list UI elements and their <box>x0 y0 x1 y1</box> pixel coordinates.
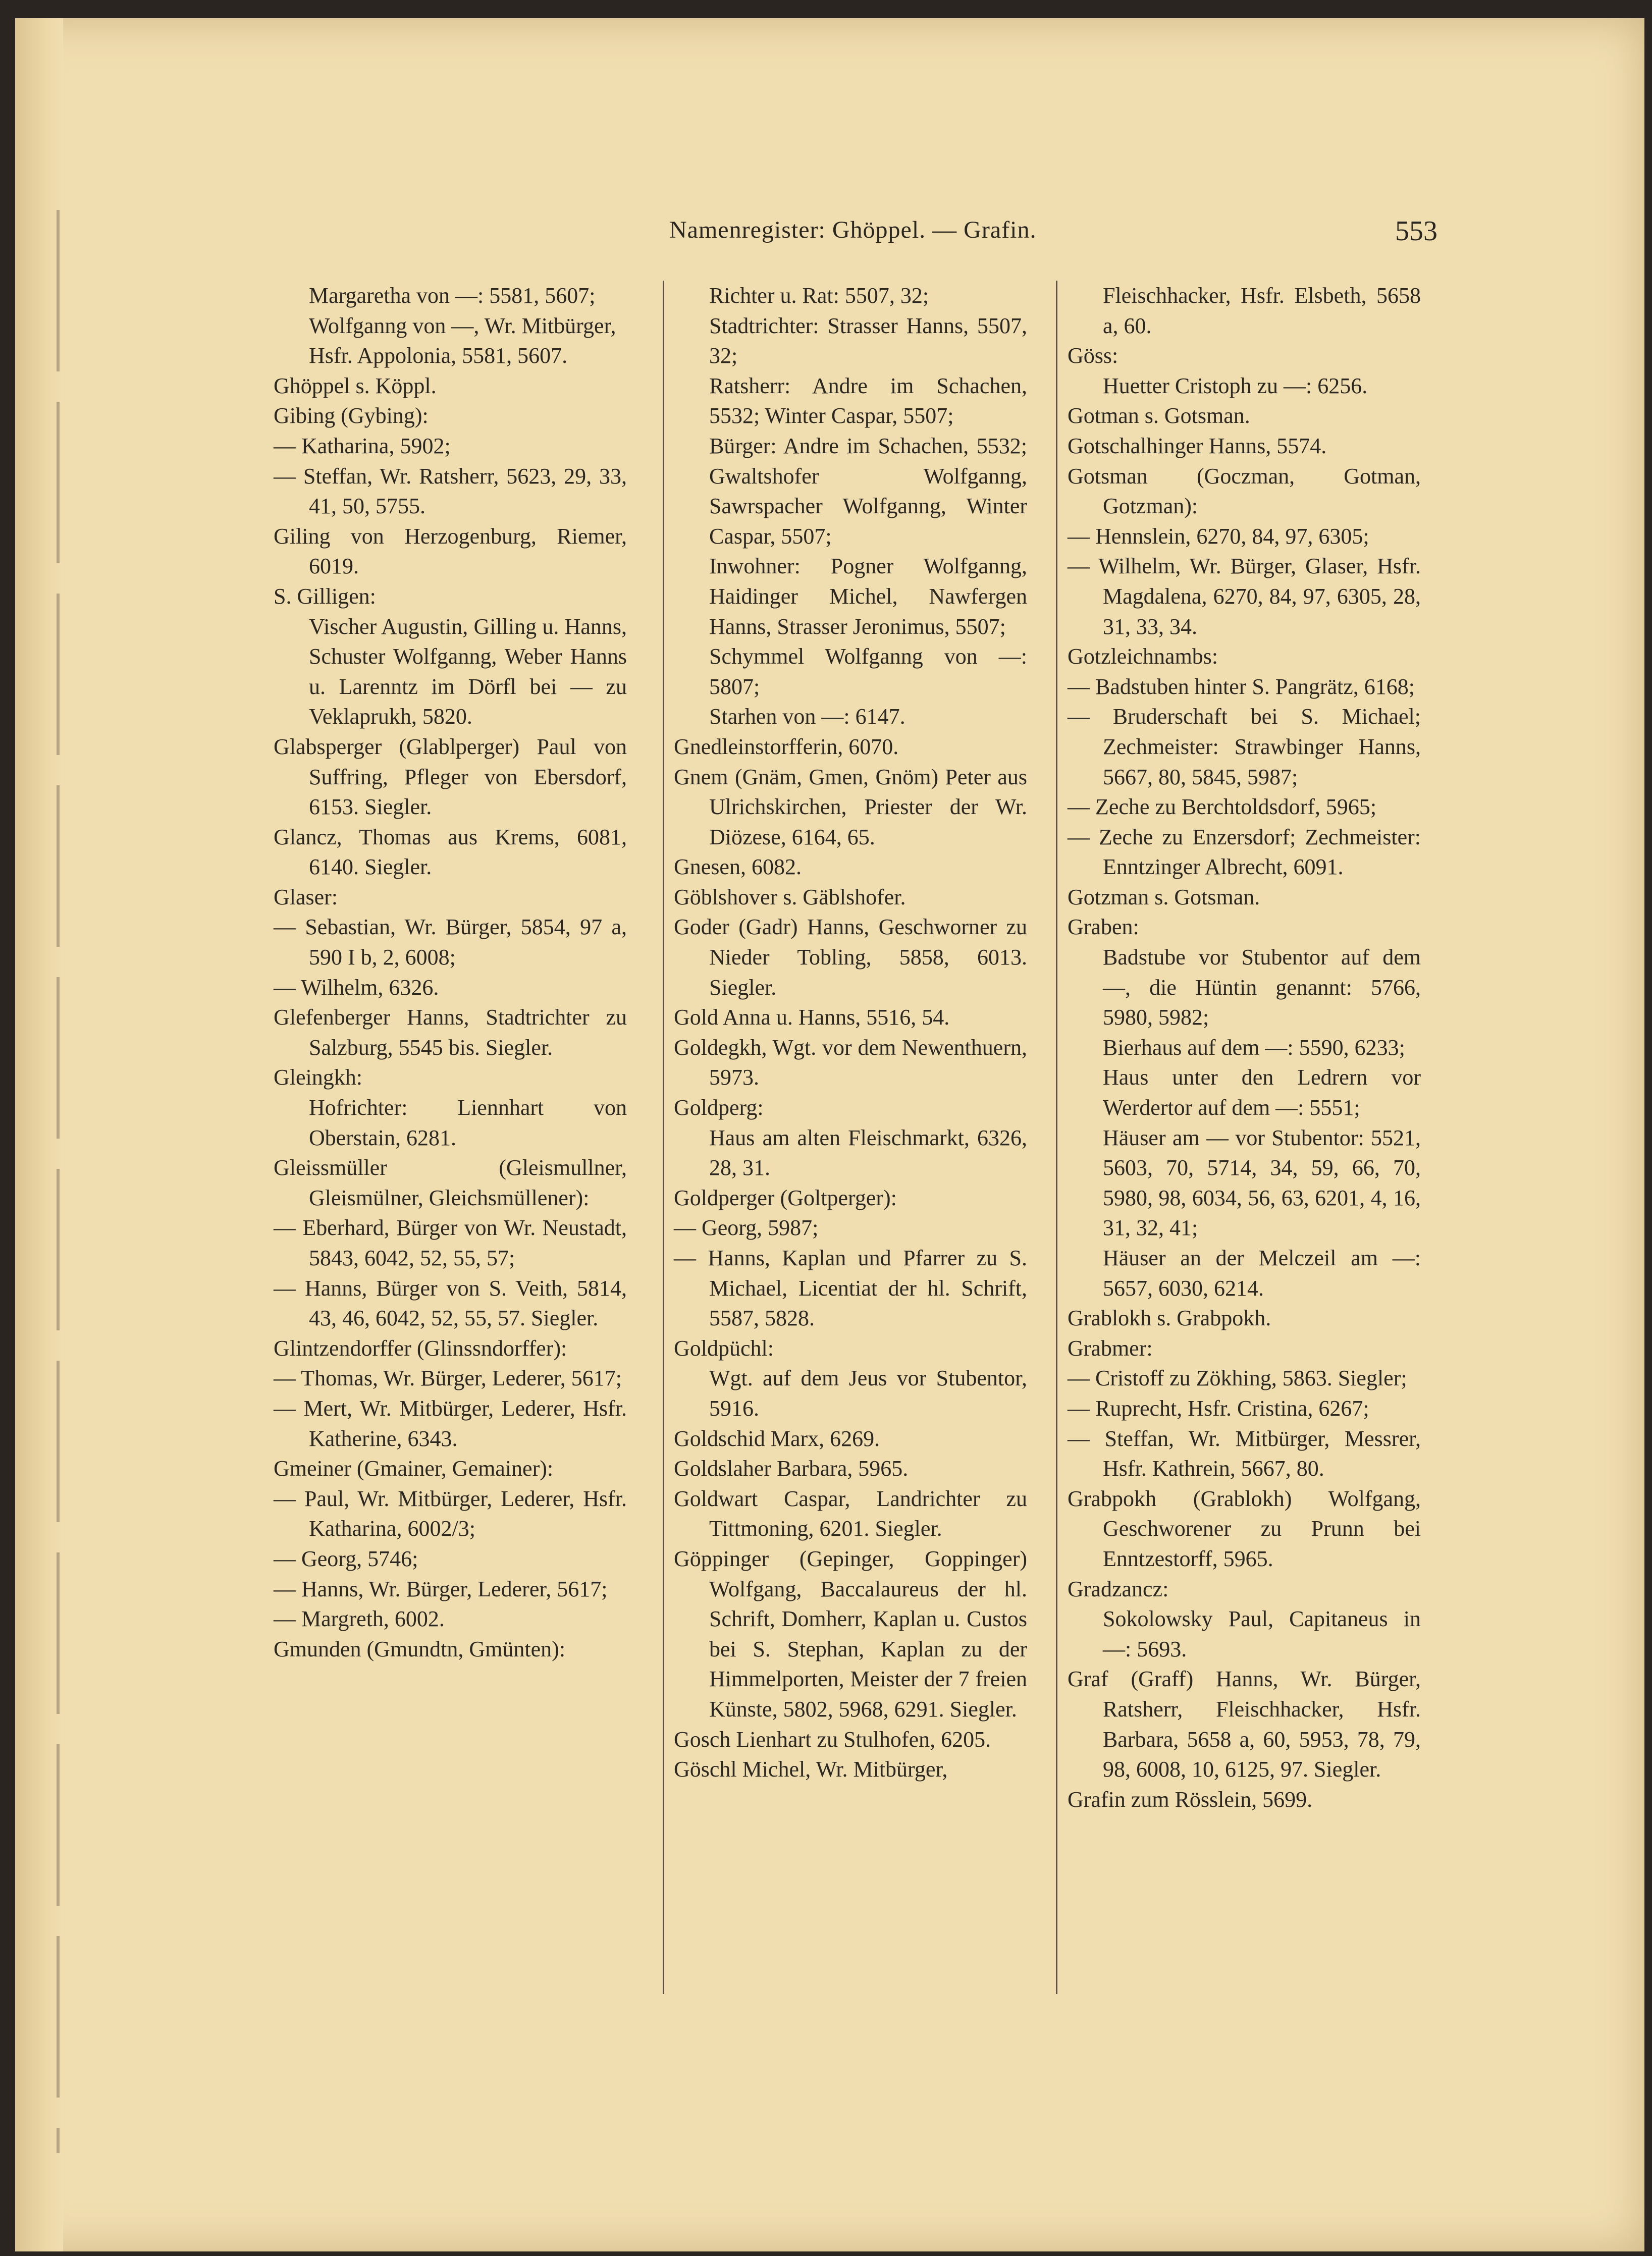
index-entry: — Bruderschaft bei S. Michael; Zechmeister: Strawbinger Hanns, 5667, 80, 5845, 5987; <box>1068 704 1421 789</box>
page-spine <box>15 18 63 2251</box>
index-entry: — Zeche zu Berchtoldsdorf, 5965; <box>1068 794 1377 820</box>
index-entry: — Wilhelm, Wr. Bürger, Glaser, Hsfr. Magdalena, 6270, 84, 97, 6305, 28, 31, 33, 34. <box>1068 554 1421 639</box>
index-entry: — Badstuben hinter S. Pangrätz, 6168; <box>1068 674 1415 699</box>
index-entry: Grabpokh (Grablokh) Wolfgang, Geschworener zu Prunn bei Enntzestorff, 5965. <box>1068 1486 1421 1571</box>
index-entry: Grabmer: <box>1068 1335 1153 1361</box>
index-entry: Goldschid Marx, 6269. <box>674 1426 880 1451</box>
index-entry: Haus unter den Ledrern vor Werdertor auf dem —: 5551; <box>1103 1065 1421 1120</box>
index-entry: Goldperg: <box>674 1095 764 1120</box>
index-entry: Glancz, Thomas aus Krems, 6081, 6140. Siegler. <box>274 824 627 880</box>
index-entry: — Margreth, 6002. <box>274 1606 445 1632</box>
index-entry: Gmunden (Gmundtn, Gmünten): <box>274 1636 566 1661</box>
index-entry: Glefenberger Hanns, Stadtrichter zu Salzburg, 5545 bis. Siegler. <box>274 1005 627 1060</box>
index-entry: Margaretha von —: 5581, 5607; <box>309 283 596 308</box>
index-entry: — Eberhard, Bürger von Wr. Neustadt, 5843, 6042, 52, 55, 57; <box>274 1215 627 1270</box>
index-entry: Grablokh s. Grabpokh. <box>1068 1306 1271 1331</box>
running-header: Namenregister: Ghöppel. — Grafin. <box>669 217 1037 243</box>
index-entry: — Katharina, 5902; <box>274 433 451 458</box>
index-entry: Bürger: Andre im Schachen, 5532; Gwaltshofer Wolfganng, Sawrspacher Wolfganng, Winter Caspar, 5507; <box>709 433 1027 549</box>
index-column-3 <box>1068 281 1421 1814</box>
index-entry: — Steffan, Wr. Ratsherr, 5623, 29, 33, 41, 50, 5755. <box>274 463 627 519</box>
index-entry: Gmeiner (Gmainer, Gemainer): <box>274 1456 554 1481</box>
index-entry: Göppinger (Gepinger, Goppinger) Wolfgang, Baccalaureus der hl. Schrift, Domherr, Kaplan u. Custos bei S. Stephan, Kaplan zu der Himmelporten, Meister der 7 freien Künste, 5802, 5968, 6291. Siegler. <box>674 1546 1027 1722</box>
index-entry: Huetter Cristoph zu —: 6256. <box>1103 373 1368 398</box>
index-entry: Fleischhacker, Hsfr. Elsbeth, 5658 a, 60. <box>1103 283 1421 338</box>
index-entry: — Georg, 5987; <box>674 1215 819 1241</box>
index-entry: — Hennslein, 6270, 84, 97, 6305; <box>1068 523 1369 549</box>
index-entry: Haus am alten Fleischmarkt, 6326, 28, 31. <box>709 1125 1027 1180</box>
index-entry: Gnem (Gnäm, Gmen, Gnöm) Peter aus Ulrichskirchen, Priester der Wr. Diözese, 6164, 65. <box>674 764 1027 849</box>
index-entry: Starhen von —: 6147. <box>709 704 905 729</box>
index-entry: Goder (Gadr) Hanns, Geschworner zu Nieder Tobling, 5858, 6013. Siegler. <box>674 915 1027 1000</box>
index-entry: — Thomas, Wr. Bürger, Lederer, 5617; <box>274 1366 622 1391</box>
index-entry: S. Gilligen: <box>274 583 376 609</box>
index-entry: Ghöppel s. Köppl. <box>274 373 437 398</box>
index-entry: Gleingkh: <box>274 1065 362 1090</box>
index-entry: — Hanns, Kaplan und Pfarrer zu S. Michael, Licentiat der hl. Schrift, 5587, 5828. <box>674 1246 1027 1331</box>
index-entry: Sokolowsky Paul, Capitaneus in —: 5693. <box>1103 1606 1421 1661</box>
index-entry: Graf (Graff) Hanns, Wr. Bürger, Ratsherr, Fleischhacker, Hsfr. Barbara, 5658 a, 60, 5953, 78, 79, 98, 6008, 10, 6125, 97. Siegler. <box>1068 1667 1421 1782</box>
index-entry: Göss: <box>1068 343 1118 368</box>
index-entry: Glabsperger (Glablperger) Paul von Suffring, Pfleger von Ebersdorf, 6153. Siegler. <box>274 734 627 820</box>
index-entry: — Steffan, Wr. Mitbürger, Messrer, Hsfr. Kathrein, 5667, 80. <box>1068 1426 1421 1481</box>
index-entry: Wolfganng von —, Wr. Mitbürger, <box>309 313 616 338</box>
index-entry: Goldslaher Barbara, 5965. <box>674 1456 909 1481</box>
index-entry: Goldwart Caspar, Landrichter zu Tittmoning, 6201. Siegler. <box>674 1486 1027 1541</box>
index-entry: Hofrichter: Liennhart von Oberstain, 6281. <box>309 1095 627 1150</box>
index-entry: Goldperger (Goltperger): <box>674 1185 897 1210</box>
index-entry: Ratsherr: Andre im Schachen, 5532; Winter Caspar, 5507; <box>709 373 1027 428</box>
index-entry: Gotman s. Gotsman. <box>1068 403 1250 428</box>
index-entry: Bierhaus auf dem —: 5590, 6233; <box>1103 1035 1405 1060</box>
index-entry: — Zeche zu Enzersdorf; Zechmeister: Enntzinger Albrecht, 6091. <box>1068 824 1421 880</box>
index-entry: — Wilhelm, 6326. <box>274 975 439 1000</box>
index-entry: Inwohner: Pogner Wolfganng, Haidinger Michel, Nawfergen Hanns, Strasser Jeronimus, 5507; <box>709 554 1027 639</box>
index-entry: — Hanns, Wr. Bürger, Lederer, 5617; <box>274 1576 608 1601</box>
index-entry: — Hanns, Bürger von S. Veith, 5814, 43, 46, 6042, 52, 55, 57. Siegler. <box>274 1275 627 1331</box>
index-entry: Glaser: <box>274 884 338 909</box>
index-entry: Goldegkh, Wgt. vor dem Newenthuern, 5973. <box>674 1035 1027 1090</box>
index-entry: Gotzleichnambs: <box>1068 644 1218 669</box>
index-entry: Grafin zum Rösslein, 5699. <box>1068 1787 1313 1812</box>
index-entry: Glintzendorffer (Glinssndorffer): <box>274 1335 567 1361</box>
index-entry: — Ruprecht, Hsfr. Cristina, 6267; <box>1068 1395 1369 1421</box>
index-entry: Gotzman s. Gotsman. <box>1068 884 1260 909</box>
index-entry: Gibing (Gybing): <box>274 403 429 428</box>
index-entry: Graben: <box>1068 915 1139 940</box>
index-entry: — Mert, Wr. Mitbürger, Lederer, Hsfr. Katherine, 6343. <box>274 1395 627 1451</box>
index-entry: Richter u. Rat: 5507, 32; <box>709 283 929 308</box>
column-rule <box>663 281 664 1994</box>
index-entry: Gleissmüller (Gleismullner, Gleismülner, Gleichsmüllener): <box>274 1155 627 1210</box>
index-column-2 <box>674 281 1027 1785</box>
index-entry: Göblshover s. Gäblshofer. <box>674 884 906 909</box>
index-entry: — Cristoff zu Zökhing, 5863. Siegler; <box>1068 1366 1407 1391</box>
index-entry: Badstube vor Stubentor auf dem —, die Hüntin genannt: 5766, 5980, 5982; <box>1103 945 1421 1030</box>
index-column-1 <box>274 281 627 1664</box>
index-entry: — Sebastian, Wr. Bürger, 5854, 97 a, 590 I b, 2, 6008; <box>274 915 627 970</box>
index-entry: Gotsman (Goczman, Gotman, Gotzman): <box>1068 463 1421 519</box>
index-entry: Vischer Augustin, Gilling u. Hanns, Schuster Wolfganng, Weber Hanns u. Larenntz im Dörfl bei — zu Veklaprukh, 5820. <box>309 614 627 729</box>
index-entry: Göschl Michel, Wr. Mitbürger, <box>674 1757 948 1782</box>
index-entry: — Paul, Wr. Mitbürger, Lederer, Hsfr. Katharina, 6002/3; <box>274 1486 627 1541</box>
book-page <box>15 18 1644 2251</box>
column-rule <box>1056 281 1057 1994</box>
index-entry: Gotschalhinger Hanns, 5574. <box>1068 433 1327 458</box>
index-entry: Goldpüchl: <box>674 1335 774 1361</box>
index-entry: Gosch Lienhart zu Stulhofen, 6205. <box>674 1727 991 1752</box>
index-entry: Schymmel Wolfganng von —: 5807; <box>709 644 1027 699</box>
index-entry: Häuser an der Melczeil am —: 5657, 6030, 6214. <box>1103 1246 1421 1301</box>
index-entry: Gradzancz: <box>1068 1576 1169 1601</box>
index-entry: — Georg, 5746; <box>274 1546 418 1571</box>
index-entry: Wgt. auf dem Jeus vor Stubentor, 5916. <box>709 1366 1027 1421</box>
index-entry: Hsfr. Appolonia, 5581, 5607. <box>309 343 568 368</box>
index-entry: Häuser am — vor Stubentor: 5521, 5603, 70, 5714, 34, 59, 66, 70, 5980, 98, 6034, 56, 63, 6201, 4, 16, 31, 32, 41; <box>1103 1125 1421 1241</box>
index-entry: Giling von Herzogenburg, Riemer, 6019. <box>274 523 627 579</box>
page-number: 553 <box>1395 216 1437 247</box>
index-entry: Gnedleinstorfferin, 6070. <box>674 734 899 759</box>
index-entry: Gnesen, 6082. <box>674 854 802 880</box>
index-entry: Stadtrichter: Strasser Hanns, 5507, 32; <box>709 313 1027 368</box>
index-entry: Gold Anna u. Hanns, 5516, 54. <box>674 1005 950 1030</box>
binding-stitch <box>57 210 60 2153</box>
